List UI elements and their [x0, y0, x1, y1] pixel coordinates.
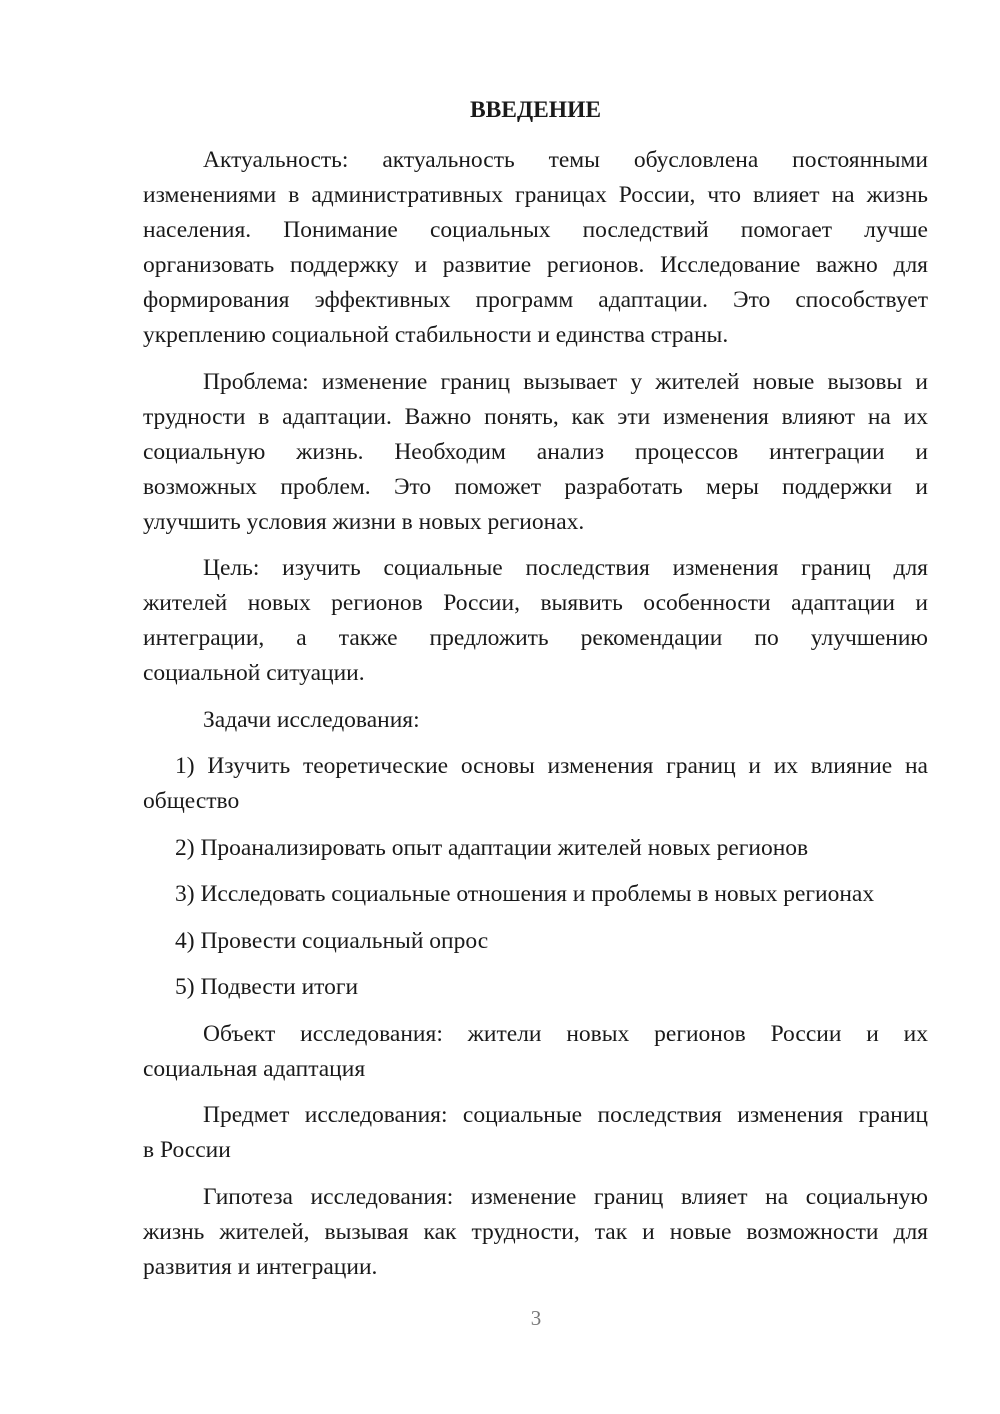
task-item — [143, 924, 928, 959]
text-line: общество — [143, 788, 240, 814]
hypothesis-paragraph — [143, 1180, 928, 1285]
document-page — [143, 93, 928, 1296]
text-line: 3) Исследовать социальные отношения и проблемы в новых регионах — [175, 881, 875, 907]
text-line: Объект исследования: жители новых регионов России и их — [203, 1020, 928, 1047]
text-line: 2) Проанализировать опыт адаптации жителей новых регионов — [175, 834, 809, 861]
relevance-paragraph — [143, 143, 928, 353]
text-line: Проблема: изменение границ вызывает у жителей новые вызовы и — [203, 368, 928, 395]
text-line: изменениями в административных границах России, что влияет на жизнь — [143, 182, 928, 208]
task-item — [143, 749, 928, 819]
text-line: укреплению социальной стабильности и единства страны. — [143, 322, 729, 348]
text-line: социальной ситуации. — [143, 660, 365, 686]
text-line: жизнь жителей, вызывая как трудности, так и новые возможности для — [143, 1218, 928, 1245]
tasks-heading — [143, 703, 928, 738]
text-line: формирования эффективных программ адаптации. Это способствует — [143, 287, 928, 313]
text-line: улучшить условия жизни в новых регионах. — [143, 508, 585, 535]
task-item — [143, 831, 928, 866]
text-line: Цель: изучить социальные последствия изменения границ для — [203, 555, 928, 581]
text-line: Задачи исследования: — [203, 706, 420, 733]
task-item — [143, 877, 928, 912]
section-title: ВВЕДЕНИЕ — [469, 97, 602, 123]
text-line: 4) Провести социальный опрос — [175, 927, 489, 954]
task-item — [143, 970, 928, 1005]
text-line: организовать поддержку и развитие регионов. Исследование важно для — [143, 252, 928, 278]
text-line: возможных проблем. Это поможет разработать меры поддержки и — [143, 473, 928, 500]
text-line: Предмет исследования: социальные последствия изменения границ — [203, 1102, 928, 1128]
page-number: 3 — [530, 1306, 542, 1330]
object-paragraph — [143, 1017, 928, 1087]
goal-paragraph — [143, 551, 928, 691]
text-line: Гипотеза исследования: изменение границ влияет на социальную — [203, 1183, 928, 1210]
text-line: трудности в адаптации. Важно понять, как эти изменения влияют на их — [143, 403, 928, 430]
text-line: 5) Подвести итоги — [175, 974, 359, 1000]
text-line: социальную жизнь. Необходим анализ процессов интеграции и — [143, 438, 928, 465]
text-line: социальная адаптация — [143, 1055, 366, 1082]
text-line: 1) Изучить теоретические основы изменения границ и их влияние на — [175, 753, 928, 779]
text-line: Актуальность: актуальность темы обусловлена постоянными — [203, 147, 928, 173]
text-line: в России — [143, 1137, 231, 1163]
text-line: интеграции, а также предложить рекомендации по улучшению — [143, 625, 928, 651]
subject-paragraph — [143, 1098, 928, 1168]
document-body — [143, 143, 928, 1285]
text-line: жителей новых регионов России, выявить особенности адаптации и — [143, 590, 928, 616]
problem-paragraph — [143, 365, 928, 540]
text-line: населения. Понимание социальных последствий помогает лучше — [143, 217, 928, 243]
text-line: развития и интеграции. — [143, 1253, 378, 1280]
